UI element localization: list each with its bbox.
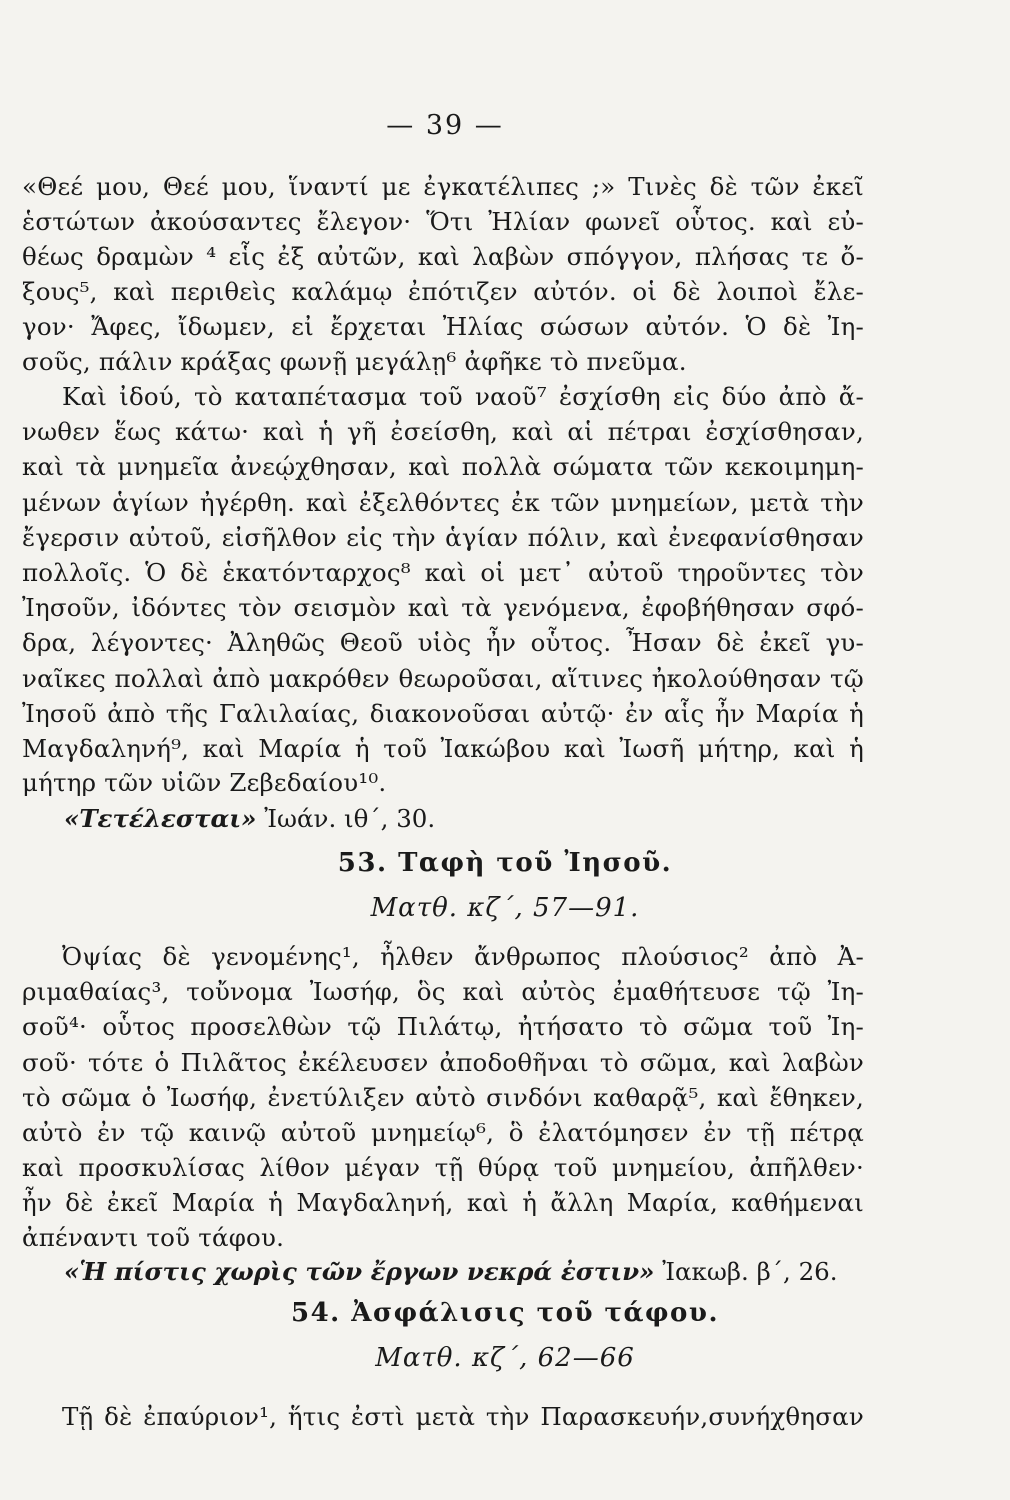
- text-line: Τῇ δὲ ἐπαύριον¹, ἥτις ἐστὶ μετὰ τὴν Παρασκευήν,συνήχθησαν: [62, 1402, 864, 1431]
- text-line: ἑστώτων ἀκούσαντες ἔλεγον· Ὅτι Ἠλίαν φωνεῖ οὗτος. καὶ εὐ-: [22, 207, 864, 236]
- text-line: πολλοῖς. Ὁ δὲ ἑκατόνταρχος⁸ καὶ οἱ μετ᾿ αὐτοῦ τηροῦντες τὸν: [22, 558, 864, 587]
- text-line: νωθεν ἕως κάτω· καὶ ἡ γῆ ἐσείσθη, καὶ αἱ πέτραι ἐσχίσθησαν,: [22, 417, 864, 446]
- text-line: ξους⁵, καὶ περιθεὶς καλάμῳ ἐπότιζεν αὐτόν. οἱ δὲ λοιποὶ ἔλε-: [22, 277, 864, 306]
- scripture-quote: [64, 1255, 1010, 1289]
- text-line: ριμαθαίας³, τοὔνομα Ἰωσήφ, ὃς καὶ αὐτὸς ἐμαθήτευσε τῷ Ἰη-: [22, 977, 864, 1006]
- text-line: αὐτὸ ἐν τῷ καινῷ αὐτοῦ μνημείῳ⁶, ὃ ἐλατόμησεν ἐν τῇ πέτρᾳ: [22, 1118, 864, 1147]
- text-line: θέως δραμὼν ⁴ εἷς ἐξ αὐτῶν, καὶ λαβὼν σπόγγον, πλήσας τε ὄ-: [22, 242, 864, 271]
- quote-text: «Ἡ πίστις χωρὶς τῶν ἔργων νεκρά ἐστιν»: [64, 1257, 655, 1286]
- section-reference: Ματθ. κζ΄, 62—66: [375, 1343, 635, 1373]
- quote-reference: Ἰωάν. ιθ΄, 30.: [264, 804, 436, 833]
- quote-reference: Ἰακωβ. β΄, 26.: [662, 1257, 838, 1286]
- text-line: καὶ τὰ μνημεῖα ἀνεῴχθησαν, καὶ πολλὰ σώματα τῶν κεκοιμημη-: [22, 452, 864, 481]
- text-line: γον· Ἄφες, ἴδωμεν, εἰ ἔρχεται Ἠλίας σώσων αὐτόν. Ὁ δὲ Ἰη-: [22, 312, 864, 341]
- text-line: σοῦς, πάλιν κράξας φωνῇ μεγάλῃ⁶ ἀφῆκε τὸ πνεῦμα.: [22, 347, 687, 376]
- quote-text: «Τετέλεσται»: [64, 804, 257, 833]
- text-line: ναῖκες πολλαὶ ἀπὸ μακρόθεν θεωροῦσαι, αἵτινες ἠκολούθησαν τῷ: [22, 664, 864, 693]
- text-line: μήτηρ τῶν υἱῶν Ζεβεδαίου¹⁰.: [22, 768, 387, 797]
- text-line: Ἰησοῦ ἀπὸ τῆς Γαλιλαίας, διακονοῦσαι αὐτῷ· ἐν αἷς ἦν Μαρία ἡ: [22, 699, 864, 728]
- text-line: Μαγδαληνή⁹, καὶ Μαρία ἡ τοῦ Ἰακώβου καὶ Ἰωσῆ μήτηρ, καὶ ἡ: [22, 734, 864, 763]
- text-line: ἦν δὲ ἐκεῖ Μαρία ἡ Μαγδαληνή, καὶ ἡ ἄλλη Μαρία, καθήμεναι: [22, 1188, 864, 1217]
- section-heading: 54. Ἀσφάλισις τοῦ τάφου.: [291, 1298, 719, 1328]
- section-reference: Ματθ. κζ΄, 57—91.: [370, 893, 640, 923]
- text-line: ἔγερσιν αὐτοῦ, εἰσῆλθον εἰς τὴν ἁγίαν πόλιν, καὶ ἐνεφανίσθησαν: [22, 523, 864, 552]
- text-line: σοῦ⁴· οὗτος προσελθὼν τῷ Πιλάτῳ, ἠτήσατο τὸ σῶμα τοῦ Ἰη-: [22, 1012, 864, 1041]
- section-heading: 53. Ταφὴ τοῦ Ἰησοῦ.: [337, 848, 673, 878]
- text-line: Ὀψίας δὲ γενομένης¹, ἦλθεν ἄνθρωπος πλούσιος² ἀπὸ Ἀ-: [62, 942, 864, 971]
- page-number: — 39 —: [386, 110, 504, 141]
- text-line: τὸ σῶμα ὁ Ἰωσήφ, ἐνετύλιξεν αὐτὸ σινδόνι καθαρᾷ⁵, καὶ ἔθηκεν,: [22, 1083, 864, 1112]
- text-line: ἀπέναντι τοῦ τάφου.: [22, 1223, 285, 1252]
- text-line: «Θεέ μου, Θεέ μου, ἵναντί με ἐγκατέλιπες ;» Τινὲς δὲ τῶν ἐκεῖ: [22, 172, 864, 201]
- scripture-quote: [64, 802, 1010, 836]
- text-line: Καὶ ἰδού, τὸ καταπέτασμα τοῦ ναοῦ⁷ ἐσχίσθη εἰς δύο ἀπὸ ἄ-: [62, 382, 864, 411]
- text-line: σοῦ· τότε ὁ Πιλᾶτος ἐκέλευσεν ἀποδοθῆναι τὸ σῶμα, καὶ λαβὼν: [22, 1048, 864, 1077]
- text-line: δρα, λέγοντες· Ἀληθῶς Θεοῦ υἱὸς ἦν οὗτος. Ἦσαν δὲ ἐκεῖ γυ-: [22, 628, 864, 657]
- text-line: Ἰησοῦν, ἰδόντες τὸν σεισμὸν καὶ τὰ γενόμενα, ἐφοβήθησαν σφό-: [22, 593, 864, 622]
- text-line: καὶ προσκυλίσας λίθον μέγαν τῇ θύρᾳ τοῦ μνημείου, ἀπῆλθεν·: [22, 1153, 864, 1182]
- text-line: μένων ἁγίων ἠγέρθη. καὶ ἐξελθόντες ἐκ τῶν μνημείων, μετὰ τὴν: [22, 488, 864, 517]
